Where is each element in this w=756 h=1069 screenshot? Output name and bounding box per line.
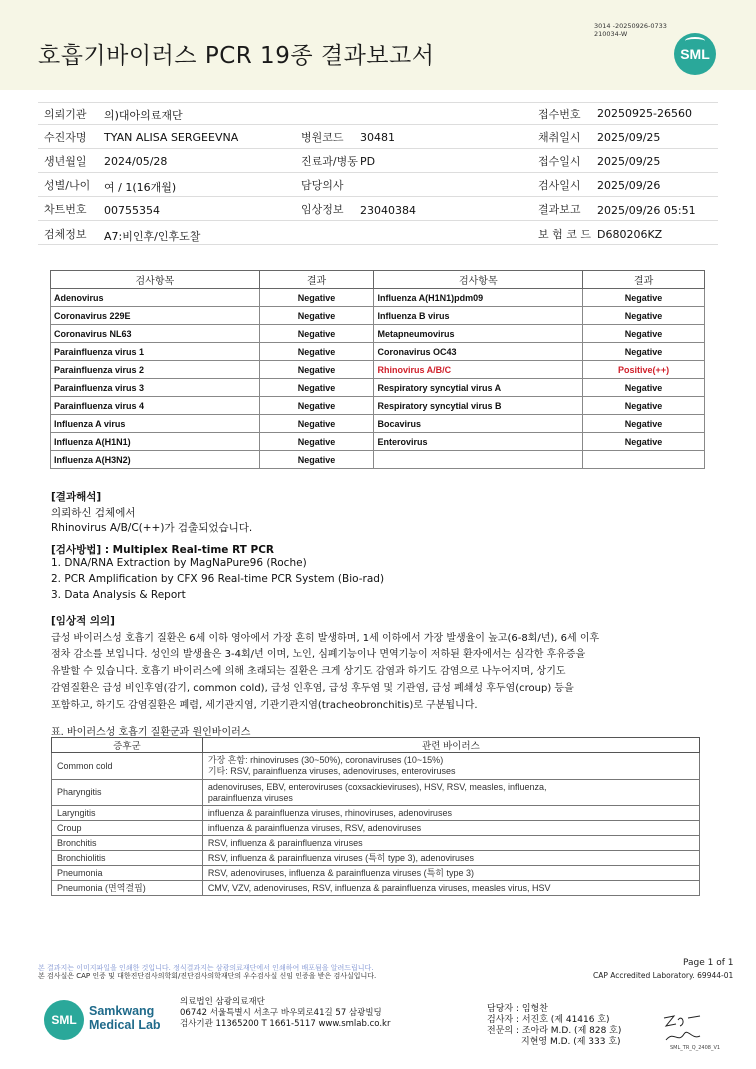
table-row bbox=[51, 343, 705, 361]
document-id-line2: 210034-W bbox=[594, 30, 628, 38]
test-result: Negative bbox=[259, 415, 374, 433]
table-row bbox=[51, 379, 705, 397]
chart-no-value: 00755354 bbox=[104, 204, 160, 217]
results-header-row bbox=[51, 271, 705, 289]
dept-value: PD bbox=[360, 155, 376, 168]
table-row bbox=[51, 307, 705, 325]
staff-line: 전문의 : 조아라 M.D. (제 828 호) bbox=[487, 1026, 622, 1036]
viruses bbox=[202, 780, 699, 806]
collect-date-label: 채취일시 bbox=[538, 131, 581, 144]
test-result: Negative bbox=[259, 379, 374, 397]
table-row bbox=[51, 451, 705, 469]
table-row bbox=[51, 433, 705, 451]
divider bbox=[38, 172, 718, 173]
test-item: Respiratory syncytial virus B bbox=[374, 397, 583, 415]
method-title: [검사방법] : Multiplex Real-time RT PCR bbox=[51, 544, 274, 556]
brand-name bbox=[89, 1004, 161, 1032]
test-item: Influenza A virus bbox=[51, 415, 260, 433]
chart-no-label: 차트번호 bbox=[44, 203, 87, 216]
viruses-line: 가장 흔함: rhinoviruses (30~50%), coronaviruses (10~15%) bbox=[207, 755, 444, 765]
test-result: Negative bbox=[259, 307, 374, 325]
insurance-code-label: 보 험 코 드 bbox=[538, 228, 591, 241]
test-result: Negative bbox=[259, 325, 374, 343]
test-item: Adenovirus bbox=[51, 289, 260, 307]
test-result: Negative bbox=[259, 433, 374, 451]
test-item: Respiratory syncytial virus A bbox=[374, 379, 583, 397]
collect-date-value: 2025/09/25 bbox=[597, 131, 661, 144]
sex-age-value: 여 / 1(16개월) bbox=[104, 181, 177, 194]
test-result: Negative bbox=[583, 325, 705, 343]
test-result: Negative bbox=[583, 343, 705, 361]
staff-line: 검사자 : 서진호 (제 41416 호) bbox=[487, 1015, 610, 1025]
institution-label: 의뢰기관 bbox=[44, 108, 87, 121]
staff-list bbox=[487, 1004, 621, 1048]
birth-label: 생년월일 bbox=[44, 155, 87, 168]
viruses: RSV, adenoviruses, influenza & parainfluenza viruses (특히 type 3) bbox=[202, 866, 699, 881]
interpretation-line: 의뢰하신 검체에서 bbox=[51, 507, 136, 519]
header-result: 결과 bbox=[259, 271, 374, 289]
clinical-info-value: 23040384 bbox=[360, 204, 416, 217]
document-id-line1: 3014 -20250926-0733 bbox=[594, 22, 667, 30]
test-result bbox=[583, 451, 705, 469]
test-result: Negative bbox=[259, 343, 374, 361]
test-item: Parainfluenza virus 4 bbox=[51, 397, 260, 415]
clinical-title: [임상적 의의] bbox=[51, 615, 115, 627]
receipt-no-value: 20250925-26560 bbox=[597, 107, 692, 120]
viruses: RSV, influenza & parainfluenza viruses (특히 type 3), adenoviruses bbox=[202, 851, 699, 866]
receipt-no-label: 접수번호 bbox=[538, 108, 581, 121]
address-line: 검사기관 11365200 T 1661-5117 www.smlab.co.kr bbox=[180, 1019, 391, 1029]
interpretation-title: [결과해석] bbox=[51, 491, 102, 503]
staff-line: 담당자 : 임형찬 bbox=[487, 1004, 548, 1014]
dept-label: 진료과/병동 bbox=[301, 155, 358, 168]
clinical-text-line: 점차 감소를 보입니다. 성인의 발생율은 3-4회/년 이며, 노인, 심폐기능이나 면역기능이 저하된 환자에서는 심각한 후유증을 bbox=[51, 649, 586, 660]
table-row bbox=[51, 325, 705, 343]
test-result: Negative bbox=[259, 361, 374, 379]
table-row bbox=[51, 397, 705, 415]
test-result-positive: Positive(++) bbox=[583, 361, 705, 379]
brand-line: Medical Lab bbox=[89, 1018, 161, 1032]
sml-logo-icon bbox=[44, 1000, 84, 1040]
table-row bbox=[52, 806, 700, 821]
table-row bbox=[52, 780, 700, 806]
test-item: Enterovirus bbox=[374, 433, 583, 451]
divider bbox=[38, 148, 718, 149]
method-step: 2. PCR Amplification by CFX 96 Real-time PCR System (Bio-rad) bbox=[51, 573, 385, 585]
syndrome: Pneumonia bbox=[52, 866, 203, 881]
table-row bbox=[52, 881, 700, 896]
syndrome: Bronchiolitis bbox=[52, 851, 203, 866]
table-row bbox=[52, 821, 700, 836]
table-row bbox=[52, 836, 700, 851]
viruses: influenza & parainfluenza viruses, RSV, adenoviruses bbox=[202, 821, 699, 836]
test-result: Negative bbox=[583, 307, 705, 325]
lab-address bbox=[180, 997, 390, 1030]
sml-logo-icon bbox=[674, 33, 716, 75]
syndrome: Bronchitis bbox=[52, 836, 203, 851]
clinical-text-line: 급성 바이러스성 호흡기 질환은 6세 이하 영아에서 가장 흔히 발생하며, 1세 이하에서 가장 발생율이 높고(6-8회/년), 6세 이후 bbox=[51, 633, 600, 644]
doctor-label: 담당의사 bbox=[301, 179, 344, 192]
institution-value: 의)대아의료재단 bbox=[104, 109, 183, 122]
interpretation-line: Rhinovirus A/B/C(++)가 검출되었습니다. bbox=[51, 522, 253, 534]
virus-table-caption: 표. 바이러스성 호흡기 질환군과 원인바이러스 bbox=[51, 727, 251, 738]
page-number: Page 1 of 1 bbox=[683, 958, 734, 968]
test-result: Negative bbox=[259, 451, 374, 469]
address-line: 의료법인 삼광의료재단 bbox=[180, 997, 265, 1007]
test-item: Parainfluenza virus 2 bbox=[51, 361, 260, 379]
viruses: CMV, VZV, adenoviruses, RSV, influenza & parainfluenza viruses, measles virus, HSV bbox=[202, 881, 699, 896]
test-result: Negative bbox=[259, 397, 374, 415]
header-syndrome: 증후군 bbox=[52, 738, 203, 753]
test-item-positive: Rhinovirus A/B/C bbox=[374, 361, 583, 379]
syndrome: Laryngitis bbox=[52, 806, 203, 821]
name-label: 수진자명 bbox=[44, 131, 87, 144]
test-result: Negative bbox=[583, 397, 705, 415]
certification-notice: 본 검사실은 CAP 인증 및 대한진단검사의학회/진단검사의학재단의 우수검사실 신임 인증을 받은 검사실입니다. bbox=[38, 972, 377, 980]
virus-table bbox=[51, 737, 700, 896]
test-item: Influenza B virus bbox=[374, 307, 583, 325]
hospital-code-label: 병원코드 bbox=[301, 131, 344, 144]
cap-accreditation: CAP Accredited Laboratory. 69944-01 bbox=[593, 971, 734, 980]
test-date-value: 2025/09/26 bbox=[597, 179, 661, 192]
receipt-date-value: 2025/09/25 bbox=[597, 155, 661, 168]
page-title: 호흡기바이러스 PCR 19종 결과보고서 bbox=[38, 43, 435, 69]
clinical-text-line: 유발할 수 있습니다. 호흡기 바이러스에 의해 초래되는 질환은 크게 상기도 감염과 하기도 감염으로 나누어지며, 상기도 bbox=[51, 666, 566, 677]
sex-age-label: 성별/나이 bbox=[44, 179, 91, 192]
test-result: Negative bbox=[583, 289, 705, 307]
syndrome: Common cold bbox=[52, 753, 203, 780]
header-test-item: 검사항목 bbox=[374, 271, 583, 289]
report-date-label: 결과보고 bbox=[538, 203, 581, 216]
test-date-label: 검사일시 bbox=[538, 179, 581, 192]
staff-line: 지현영 M.D. (제 333 호) bbox=[521, 1037, 621, 1047]
sml-logo-text: SML bbox=[680, 46, 710, 62]
birth-value: 2024/05/28 bbox=[104, 155, 168, 168]
viruses: RSV, influenza & parainfluenza viruses bbox=[202, 836, 699, 851]
clinical-text-line: 감염질환은 급성 비인후염(감기, common cold), 급성 인후염, 급성 후두염 및 기관염, 급성 폐쇄성 후두염(croup) 등을 bbox=[51, 683, 574, 694]
test-item: Metapneumovirus bbox=[374, 325, 583, 343]
divider bbox=[38, 244, 718, 245]
method-step: 1. DNA/RNA Extraction by MagNaPure96 (Roche) bbox=[51, 557, 307, 569]
method-step: 3. Data Analysis & Report bbox=[51, 589, 186, 601]
table-row bbox=[51, 289, 705, 307]
divider bbox=[38, 220, 718, 221]
test-item: Influenza A(H1N1) bbox=[51, 433, 260, 451]
divider bbox=[38, 102, 718, 103]
clinical-text-line: 포함하고, 하기도 감염질환은 폐렴, 세기관지염, 기관기관지염(tracheobronchitis)로 구분됩니다. bbox=[51, 700, 478, 711]
syndrome: Pneumonia (면역결핍) bbox=[52, 881, 203, 896]
specimen-value: A7:비인후/인후도찰 bbox=[104, 230, 201, 243]
specimen-label: 검체정보 bbox=[44, 228, 87, 241]
viruses-line: adenoviruses, EBV, enteroviruses (coxsackieviruses), HSV, RSV, measles, influenza, bbox=[207, 781, 547, 792]
receipt-date-label: 접수일시 bbox=[538, 155, 581, 168]
test-item: Parainfluenza virus 3 bbox=[51, 379, 260, 397]
header-viruses: 관련 바이러스 bbox=[202, 738, 699, 753]
header-test-item: 검사항목 bbox=[51, 271, 260, 289]
print-notice: 본 결과지는 이미지파일을 인쇄한 것입니다. 정식결과지는 삼광의료재단에서 인쇄하여 배포됨을 알려드립니다. bbox=[38, 964, 374, 972]
viruses-line: 기타: RSV, parainfluenza viruses, adenoviruses, enteroviruses bbox=[207, 766, 456, 776]
table-row bbox=[51, 415, 705, 433]
test-item: Influenza A(H1N1)pdm09 bbox=[374, 289, 583, 307]
divider bbox=[38, 196, 718, 197]
test-item: Coronavirus NL63 bbox=[51, 325, 260, 343]
divider bbox=[38, 124, 718, 125]
document-id bbox=[594, 22, 667, 38]
table-row bbox=[52, 753, 700, 780]
viruses bbox=[202, 753, 699, 780]
signature-icon bbox=[660, 1010, 704, 1046]
test-item bbox=[374, 451, 583, 469]
table-row bbox=[52, 866, 700, 881]
viruses: influenza & parainfluenza viruses, rhinoviruses, adenoviruses bbox=[202, 806, 699, 821]
syndrome: Pharyngitis bbox=[52, 780, 203, 806]
viruses-line: parainfluenza viruses bbox=[207, 792, 293, 803]
sml-logo-text: SML bbox=[51, 1013, 77, 1027]
syndrome: Croup bbox=[52, 821, 203, 836]
clinical-info-label: 임상정보 bbox=[301, 203, 344, 216]
hospital-code-value: 30481 bbox=[360, 131, 395, 144]
test-item: Influenza A(H3N2) bbox=[51, 451, 260, 469]
test-item: Coronavirus 229E bbox=[51, 307, 260, 325]
table-row bbox=[52, 851, 700, 866]
results-table bbox=[50, 270, 705, 469]
test-result: Negative bbox=[583, 379, 705, 397]
virus-header-row bbox=[52, 738, 700, 753]
report-date-value: 2025/09/26 05:51 bbox=[597, 204, 696, 217]
test-result: Negative bbox=[583, 415, 705, 433]
test-item: Parainfluenza virus 1 bbox=[51, 343, 260, 361]
table-row bbox=[51, 361, 705, 379]
test-item: Bocavirus bbox=[374, 415, 583, 433]
name-value: TYAN ALISA SERGEEVNA bbox=[104, 131, 239, 144]
address-line: 06742 서울특별시 서초구 바우뫼로41길 57 삼광빌딩 bbox=[180, 1008, 382, 1018]
header-result: 결과 bbox=[583, 271, 705, 289]
form-code: SML_TR_Q_2408_V1 bbox=[670, 1045, 721, 1051]
test-result: Negative bbox=[583, 433, 705, 451]
brand-line: Samkwang bbox=[89, 1004, 155, 1018]
test-result: Negative bbox=[259, 289, 374, 307]
insurance-code-value: D680206KZ bbox=[597, 228, 663, 241]
test-item: Coronavirus OC43 bbox=[374, 343, 583, 361]
